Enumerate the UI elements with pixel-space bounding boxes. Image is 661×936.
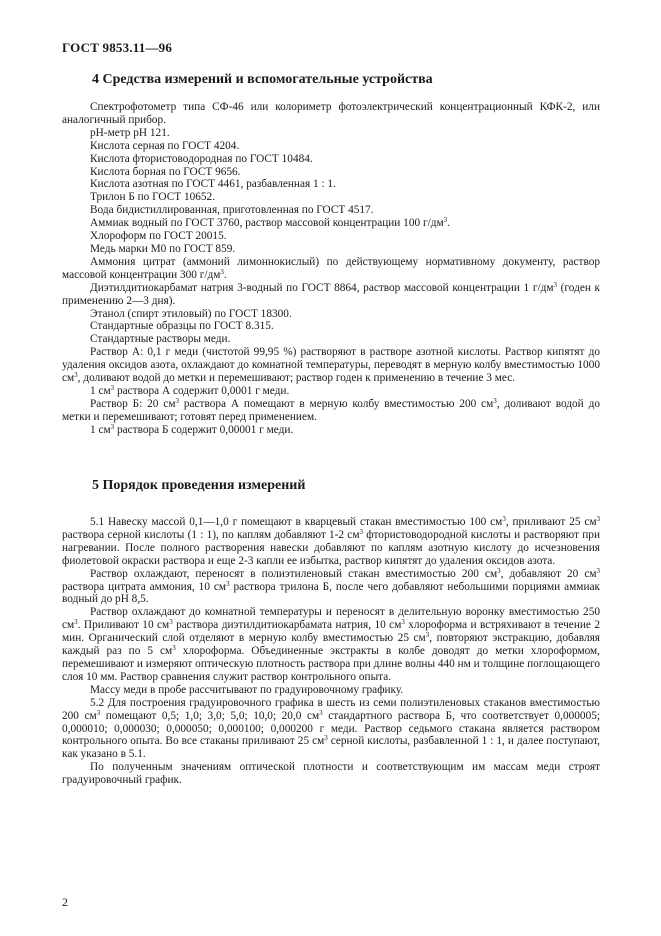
paragraph: Кислота борная по ГОСТ 9656. [90, 165, 241, 178]
paragraph: Этанол (спирт этиловый) по ГОСТ 18300. [90, 307, 292, 320]
paragraph: Раствор охлаждают до комнатной температуры и переносят в делительную воронку вместимостью 250 $см^3$. Приливают 10 $см^3$ раствора диэтилдитиокарбамата натрия, 10 $см^3$ хлороформа и встряхивают в течение 2 мин. Органический слой отделяют в мерную колбу вместимостью 25 $см^3$, повторяют экстракцию, добавляя каждый раз по 5 $см^3$ хлороформа. Объединенные экстракты в колбе доводят до метки хлороформом, перемешивают и измеряют оптическую плотность раствора при длине волны 440 нм и толщине поглощающего слоя 10 мм. Раствор сравнения служит раствор контрольного опыта. [62, 606, 601, 683]
paragraph: Хлороформ по ГОСТ 20015. [90, 230, 227, 243]
section-4-heading: 4 Средства измерений и вспомогательные устройства [92, 72, 433, 87]
paragraph: Трилон Б по ГОСТ 10652. [90, 191, 216, 204]
paragraph: Раствор А: 0,1 г меди (чистотой 99,95 %) растворяют в растворе азотной кислоты. Раствор кипятят до удаления оксидов азота, охлаждают до комнатной температуры, переводят в мерную колбу вместимостью 1000 $см^3$, доливают водой до метки и перемешивают; раствор годен к применению в течение 3 мес. [62, 346, 600, 385]
paragraph: Диэтилдитиокарбамат натрия 3-водный по ГОСТ 8864, раствор массовой концентрации 1 $г/дм^3$ (годен к применению 2—3 дня). [62, 280, 601, 307]
paragraph: Кислота азотная по ГОСТ 4461, разбавленная 1 : 1. [90, 178, 336, 191]
paragraph: Аммония цитрат (аммоний лимоннокислый) по действующему нормативному документу, раствор массовой концентрации 300 $г/дм^3$. [62, 255, 600, 281]
paragraph: Спектрофотометр типа СФ-46 или колориметр фотоэлектрический концентрационный КФК-2, или аналогичный прибор. [62, 101, 600, 126]
paragraph: Раствор охлаждают, переносят в полиэтиленовый стакан вместимостью 200 $см^3$, добавляют 20 $см^3$ раствора цитрата аммония, 10 $см^3$ раствора трилона Б, после чего добавляют небольшими порциями аммиак водный до pH 8,5. [62, 566, 600, 606]
paragraph: Аммиак водный по ГОСТ 3760, раствор массовой концентрации 100 $г/дм^3$. [90, 216, 450, 230]
paragraph: Массу меди в пробе рассчитывают по градуировочному графику. [90, 683, 404, 696]
document-code: ГОСТ 9853.11—96 [62, 40, 173, 55]
paragraph: По полученным значениям оптической плотности и соответствующим им массам меди строят градуировочный график. [62, 761, 600, 787]
paragraph: pH-метр pH 121. [90, 126, 170, 139]
paragraph: Кислота фтористоводородная по ГОСТ 10484. [90, 152, 313, 165]
paragraph: Кислота серная по ГОСТ 4204. [90, 139, 240, 152]
section-5-heading: 5 Порядок проведения измерений [92, 478, 306, 493]
paragraph: 1 $см^3$ раствора А содержит 0,0001 г меди. [90, 383, 290, 397]
paragraph: 1 $см^3$ раствора Б содержит 0,00001 г меди. [90, 422, 294, 436]
section-5-body [62, 516, 600, 787]
section-4-body [62, 101, 600, 437]
paragraph: Раствор Б: 20 $см^3$ раствора А помещают в мерную колбу вместимостью 200 $см^3$, доливают водой до метки и перемешивают; готовят перед применением. [62, 396, 600, 423]
paragraph: 5.2 Для построения градуировочного графика в шесть из семи полиэтиленовых стаканов вместимостью 200 $см^3$ помещают 0,5; 1,0; 3,0; 5,0; 10,0; 20,0 $см^3$ стандартного раствора Б, что соответствует 0,000005; 0,000010; 0,000030; 0,000050; 0,000100; 0,000200 г меди. Раствор седьмого стакана является раствором контрольного опыта. Во все стаканы приливают 25 $см^3$ серной кислоты, разбавленной 1 : 1, и далее поступают, как указано в 5.1. [62, 696, 601, 761]
paragraph: Стандартные образцы по ГОСТ 8.315. [90, 320, 274, 333]
page-number: 2 [62, 895, 68, 909]
paragraph: 5.1 Навеску массой 0,1—1,0 г помещают в кварцевый стакан вместимостью 100 $см^3$, приливают 25 $см^3$ раствора серной кислоты (1 : 1), по каплям добавляют 1-2 $см^3$ фтористоводородной кислоты и растворяют при нагревании. После полного растворения навески добавляют по каплям азотную кислоту до исчезновения фиолетовой окраски раствора и еще 2-3 капли ее избытка, раствор кипятят до удаления оксидов азота. [62, 515, 601, 567]
paragraph: Стандартные растворы меди. [90, 333, 231, 346]
paragraph: Медь марки М0 по ГОСТ 859. [90, 242, 236, 255]
paragraph: Вода бидистиллированная, приготовленная по ГОСТ 4517. [90, 204, 374, 217]
